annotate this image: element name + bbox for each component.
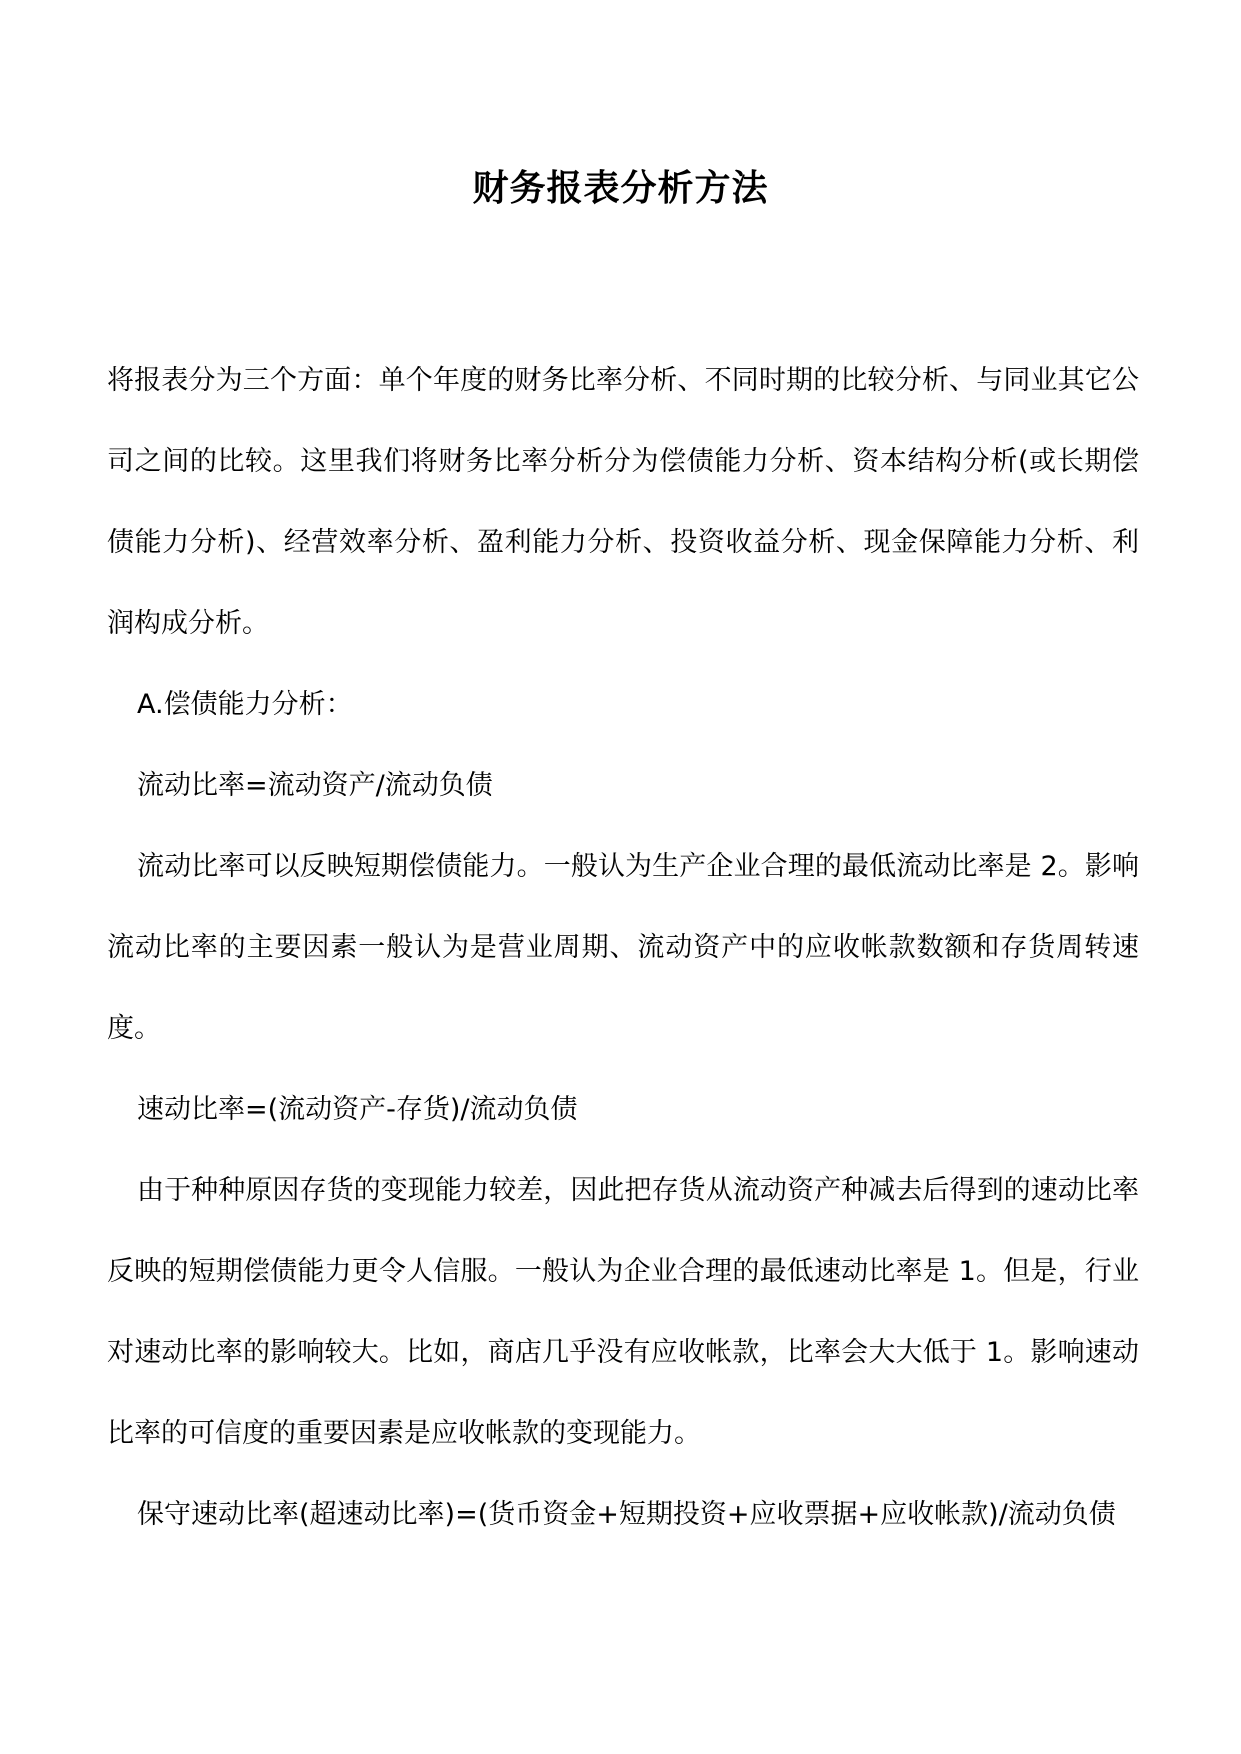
paragraph-current-ratio-formula: 流动比率=流动资产/流动负债 <box>137 770 493 801</box>
document-title: 财务报表分析方法 <box>472 168 769 209</box>
document-body <box>107 340 1139 1555</box>
paragraph-quick-ratio-formula: 速动比率=(流动资产-存货)/流动负债 <box>137 1094 578 1125</box>
paragraph-section-heading: A.偿债能力分析： <box>137 689 353 720</box>
paragraph-current-ratio-explanation: 流动比率可以反映短期偿债能力。一般认为生产企业合理的最低流动比率是 2。影响流动比率的主要因素一般认为是营业周期、流动资产中的应收帐款数额和存货周转速度。 <box>107 851 1139 1044</box>
paragraph-quick-ratio-explanation: 由于种种原因存货的变现能力较差，因此把存货从流动资产种减去后得到的速动比率反映的短期偿债能力更令人信服。一般认为企业合理的最低速动比率是 1。但是，行业对速动比率的影响较大。比如，商店几乎没有应收帐款，比率会大大低于 1。影响速动比率的可信度的重要因素是应收帐款的变现能力。 <box>107 1175 1139 1449</box>
paragraph-conservative-quick-ratio-formula: 保守速动比率(超速动比率)=(货币资金+短期投资+应收票据+应收帐款)/流动负债 <box>137 1499 1116 1530</box>
paragraph-intro: 将报表分为三个方面：单个年度的财务比率分析、不同时期的比较分析、与同业其它公司之间的比较。这里我们将财务比率分析分为偿债能力分析、资本结构分析(或长期偿债能力分析)、经营效率分析、盈利能力分析、投资收益分析、现金保障能力分析、利润构成分析。 <box>107 365 1139 639</box>
